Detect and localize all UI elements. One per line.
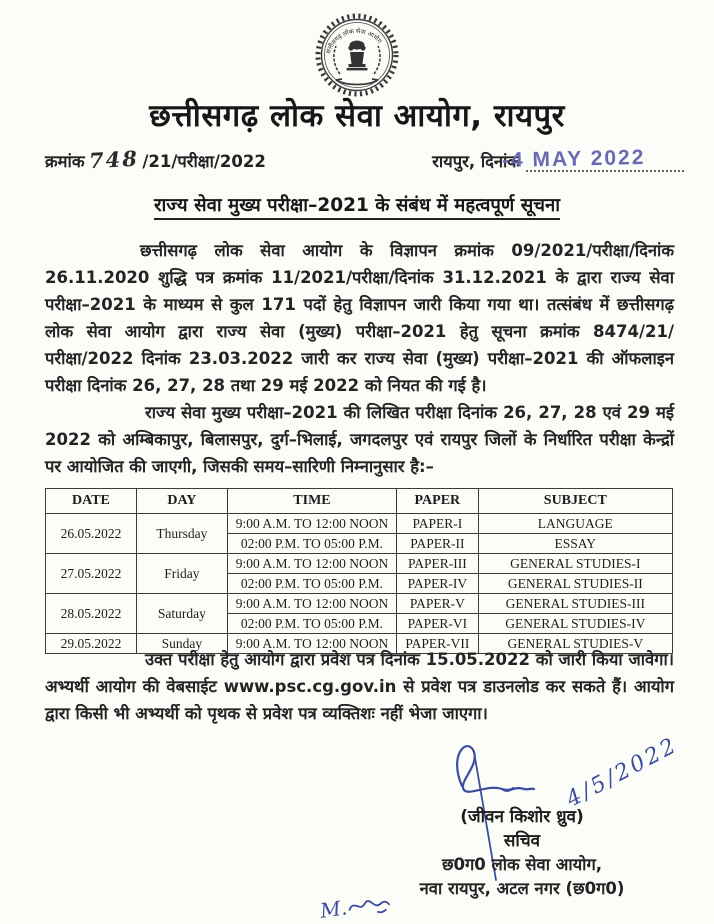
subject-heading: राज्य सेवा मुख्य परीक्षा–2021 के संबंध में महत्वपूर्ण सूचना (0, 192, 714, 217)
cell-paper: PAPER-III (397, 554, 479, 574)
handwritten-signature-date: 4/5/2022 (562, 732, 683, 813)
ref-suffix: /21/परीक्षा/2022 (142, 152, 266, 171)
cell-paper: PAPER-V (397, 594, 479, 614)
cell-day: Sunday (136, 634, 227, 654)
signature-org-line2: नवा रायपुर, अटल नगर (छ0ग0) (419, 879, 625, 898)
cell-paper: PAPER-IV (397, 574, 479, 594)
svg-text:छत्तीसगढ़ लोक सेवा आयोग (325, 27, 383, 55)
col-header-time: TIME (227, 489, 396, 514)
cell-paper: PAPER-VII (397, 634, 479, 654)
date-stamp: -4 MAY 2022 (501, 145, 646, 172)
emblem-arc-text: छत्तीसगढ़ लोक सेवा आयोग (325, 27, 383, 55)
org-title: छत्तीसगढ़ लोक सेवा आयोग, रायपुर (149, 98, 565, 134)
para3-bold-date: दिनांक 15.05.2022 (380, 650, 530, 669)
chhattisgarh-psc-emblem (296, 12, 418, 104)
table-row (46, 514, 673, 534)
cell-time: 9:00 A.M. TO 12:00 NOON (227, 514, 396, 534)
cell-paper: PAPER-VI (397, 614, 479, 634)
cell-time: 9:00 A.M. TO 12:00 NOON (227, 554, 396, 574)
emblem-icon (296, 12, 418, 100)
signature-org-line1: छ0ग0 लोक सेवा आयोग, (441, 855, 603, 874)
col-header-paper: PAPER (397, 489, 479, 514)
cell-time: 02:00 P.M. TO 05:00 P.M. (227, 534, 396, 554)
cell-date: 27.05.2022 (46, 554, 137, 594)
table-row (46, 554, 673, 574)
exam-schedule-table (45, 488, 673, 654)
cell-subject: GENERAL STUDIES-II (478, 574, 672, 594)
paragraph-3 (45, 646, 674, 727)
reference-line (45, 145, 684, 174)
table-row (46, 594, 673, 614)
place-date-label: रायपुर, दिनांक (432, 152, 520, 171)
cell-day: Thursday (136, 514, 227, 554)
para3-text-after: को जारी किया जावेगा। अभ्यर्थी आयोग की वेबसाईट www.psc.cg.gov.in से प्रवेश पत्र डाउनलोड कर सकते हैं। आयोग द्वारा किसी भी अभ्यर्थी को पृथक से प्रवेश पत्र व्यक्तिशः नहीं भेजा जाएगा। (45, 650, 674, 723)
cell-day: Friday (136, 554, 227, 594)
paragraph-1: छत्तीसगढ़ लोक सेवा आयोग के विज्ञापन क्रमांक 09/2021/परीक्षा/दिनांक 26.11.2020 शुद्धि पत्र क्रमांक 11/2021/परीक्षा/दिनांक 31.12.2021 के द्वारा राज्य सेवा परीक्षा–2021 के माध्यम से कुल 171 पदों हेतु विज्ञापन जारी किया गया था। तत्संबंध में छत्तीसगढ़ लोक सेवा आयोग द्वारा राज्य सेवा (मुख्य) परीक्षा–2021 हेतु सूचना क्रमांक 8474/21/परीक्षा/2022 दिनांक 23.03.2022 जारी कर राज्य सेवा (मुख्य) परीक्षा–2021 की ऑफलाइन परीक्षा दिनांक 26, 27, 28 तथा 29 मई 2022 को नियत की गई है। (45, 241, 674, 395)
cell-date: 28.05.2022 (46, 594, 137, 634)
initials-squiggle-icon (346, 892, 393, 920)
cell-subject: GENERAL STUDIES-I (478, 554, 672, 574)
cell-time: 9:00 A.M. TO 12:00 NOON (227, 634, 396, 654)
cell-date: 26.05.2022 (46, 514, 137, 554)
secretary-designation: सचिव (503, 831, 541, 851)
cell-subject: GENERAL STUDIES-III (478, 594, 672, 614)
cell-date: 29.05.2022 (46, 634, 137, 654)
ref-handwritten-number: 748 (87, 145, 139, 174)
date-dotted-line (501, 145, 684, 172)
cell-paper: PAPER-II (397, 534, 479, 554)
ref-label: क्रमांक (45, 152, 85, 171)
cell-time: 9:00 A.M. TO 12:00 NOON (227, 594, 396, 614)
paragraph-2: राज्य सेवा मुख्य परीक्षा–2021 की लिखित परीक्षा दिनांक 26, 27, 28 एवं 29 मई 2022 को अम्बिकापुर, बिलासपुर, दुर्ग–भिलाई, जगदलपुर एवं रायपुर जिलों के निर्धारित परीक्षा केन्द्रों पर आयोजित की जाएगी, जिसकी समय–सारिणी निम्नानुसार है:– (45, 403, 674, 476)
col-header-day: DAY (136, 489, 227, 514)
table-header-row (46, 489, 673, 514)
cell-subject: GENERAL STUDIES-V (478, 634, 672, 654)
cell-day: Saturday (136, 594, 227, 634)
signature-block (318, 732, 692, 923)
cell-paper: PAPER-I (397, 514, 479, 534)
ashoka-capital-icon (347, 41, 368, 71)
cell-subject: GENERAL STUDIES-IV (478, 614, 672, 634)
cell-subject: LANGUAGE (478, 514, 672, 534)
reference-number (45, 145, 266, 174)
place-date (432, 145, 684, 172)
cell-time: 02:00 P.M. TO 05:00 P.M. (227, 574, 396, 594)
cell-subject: ESSAY (478, 534, 672, 554)
col-header-date: DATE (46, 489, 137, 514)
initials-signature: M. (319, 889, 393, 923)
para3-text-before: उक्त परीक्षा हेतु आयोग द्वारा प्रवेश पत्र (145, 650, 381, 669)
secretary-name: (जीवन किशोर ध्रुव) (460, 807, 584, 827)
cell-time: 02:00 P.M. TO 05:00 P.M. (227, 614, 396, 634)
col-header-subject: SUBJECT (478, 489, 672, 514)
